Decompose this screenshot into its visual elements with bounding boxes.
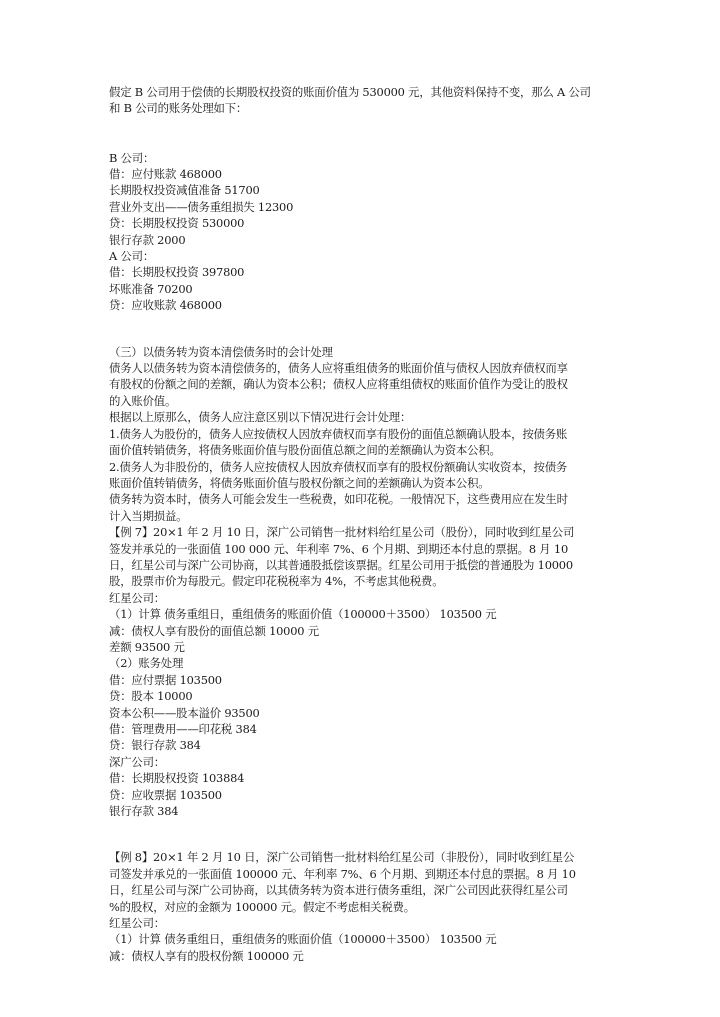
b-company-title: B 公司：: [109, 150, 155, 165]
calc-line: 减：债权人享有的股权份额 100000 元: [109, 948, 304, 963]
example-8-line: 司签发并承兑的一张面值 100000 元、年利率 7%、6 个月期、到期还本付息的票据。8 月 10: [109, 866, 576, 881]
acct-entry: 借：应付票据 103500: [109, 672, 222, 687]
paragraph-line: 的入账价值。: [109, 393, 177, 408]
section-heading: （三）以债务转为资本清偿债务时的会计处理: [109, 344, 333, 359]
a-company-entry: 贷：应收账款 468000: [109, 298, 222, 313]
paragraph-line: 债务人以债务转为资本清偿债务的，债务人应将重组债务的账面价值与债权人因放弃债权而享: [109, 361, 568, 376]
example-8-line: 【例 8】20×1 年 2 月 10 日，深广公司销售一批材料给红星公司（非股份），同时收到红星公: [109, 850, 575, 865]
acct-entry: 借：管理费用——印花税 384: [109, 722, 257, 736]
b-company-entry: 银行存款 2000: [109, 232, 186, 247]
b-company-entry: 营业外支出——债务重组损失 12300: [109, 199, 294, 214]
example-8-line: %的股权，对应的金额为 100000 元。假定不考虑相关税费。: [109, 899, 415, 914]
b-company-entry: 长期股权投资减值准备 51700: [109, 183, 260, 198]
list-item-2: 2.债务人为非股份的，债务人应按债权人因放弃债权而享有的股权份额确认实收资本，按债务: [109, 459, 568, 474]
acct-entry: 资本公积——股本溢价 93500: [109, 705, 260, 720]
paragraph-line: 根据以上原那么，债务人应注意区别以下情况进行会计处理：: [109, 410, 412, 425]
list-item-1: 1.债务人为股份的，债务人应按债权人因放弃债权而享有股份的面值总额确认股本，按债务账: [109, 426, 568, 441]
example-7-line: 日，红星公司与深广公司协商，以其普通股抵偿该票据。红星公司用于抵偿的普通股为 10000: [109, 557, 573, 572]
shenguang-entry: 借：长期股权投资 103884: [109, 771, 245, 786]
paragraph-line: 计入当期损益。: [109, 508, 188, 523]
list-item-2: 账面价值转销债务，将债务账面价值与股权份额之间的差额确认为资本公积。: [109, 475, 490, 490]
acct-entry: 贷：银行存款 384: [109, 738, 201, 753]
example-7-line: 签发并承兑的一张面值 100 000 元、年利率 7%、6 个月期、到期还本付息的票据。8 月 10: [109, 541, 568, 556]
calc-line: 差额 93500 元: [109, 639, 185, 654]
document-page: [109, 84, 614, 964]
calc-line: 减：债权人享有股份的面值总额 10000 元: [109, 623, 319, 638]
a-company-title: A 公司：: [109, 249, 155, 264]
example-7-line: 【例 7】20×1 年 2 月 10 日，深广公司销售一批材料给红星公司（股份），同时收到红星公司: [109, 525, 575, 540]
paragraph-line: 债务转为资本时，债务人可能会发生一些税费，如印花税。一般情况下，这些费用应在发生时: [109, 492, 568, 507]
shenguang-entry: 银行存款 384: [109, 804, 179, 819]
hongxing-title: 红星公司：: [109, 590, 165, 605]
b-company-entry: 借：应付账款 468000: [109, 167, 222, 181]
intro-line-2: 和 B 公司的账务处理如下：: [109, 101, 248, 116]
b-company-entry: 贷：长期股权投资 530000: [109, 216, 245, 231]
a-company-entry: 借：长期股权投资 397800: [109, 265, 245, 280]
example-8-line: 日，红星公司与深广公司协商，以其债务转为资本进行债务重组，深广公司因此获得红星公司: [109, 883, 568, 898]
shenguang-title: 深广公司：: [109, 754, 165, 769]
shenguang-entry: 贷：应收票据 103500: [109, 787, 222, 802]
example-7-line: 股，股票市价为每股元。假定印花税税率为 4%，不考虑其他税费。: [109, 574, 444, 589]
calc-line: （1）计算 债务重组日，重组债务的账面价值（100000＋3500） 103500 元: [109, 932, 497, 947]
hongxing-title: 红星公司：: [109, 916, 165, 931]
acct-title: （2）账务处理: [109, 656, 184, 671]
list-item-1: 面价值转销债务，将债务账面价值与股份面值总额之间的差额确认为资本公积。: [109, 443, 501, 458]
intro-line-1: 假定 B 公司用于偿债的长期股权投资的账面价值为 530000 元，其他资料保持不变，那么 A 公司: [109, 85, 591, 99]
a-company-entry: 坏账准备 70200: [109, 281, 193, 296]
paragraph-line: 有股权的份额之间的差额，确认为资本公积；债权人应将重组债权的账面价值作为受让的股权: [109, 377, 568, 392]
calc-line: （1）计算 债务重组日，重组债务的账面价值（100000＋3500） 103500 元: [109, 607, 497, 622]
acct-entry: 贷：股本 10000: [109, 689, 193, 704]
